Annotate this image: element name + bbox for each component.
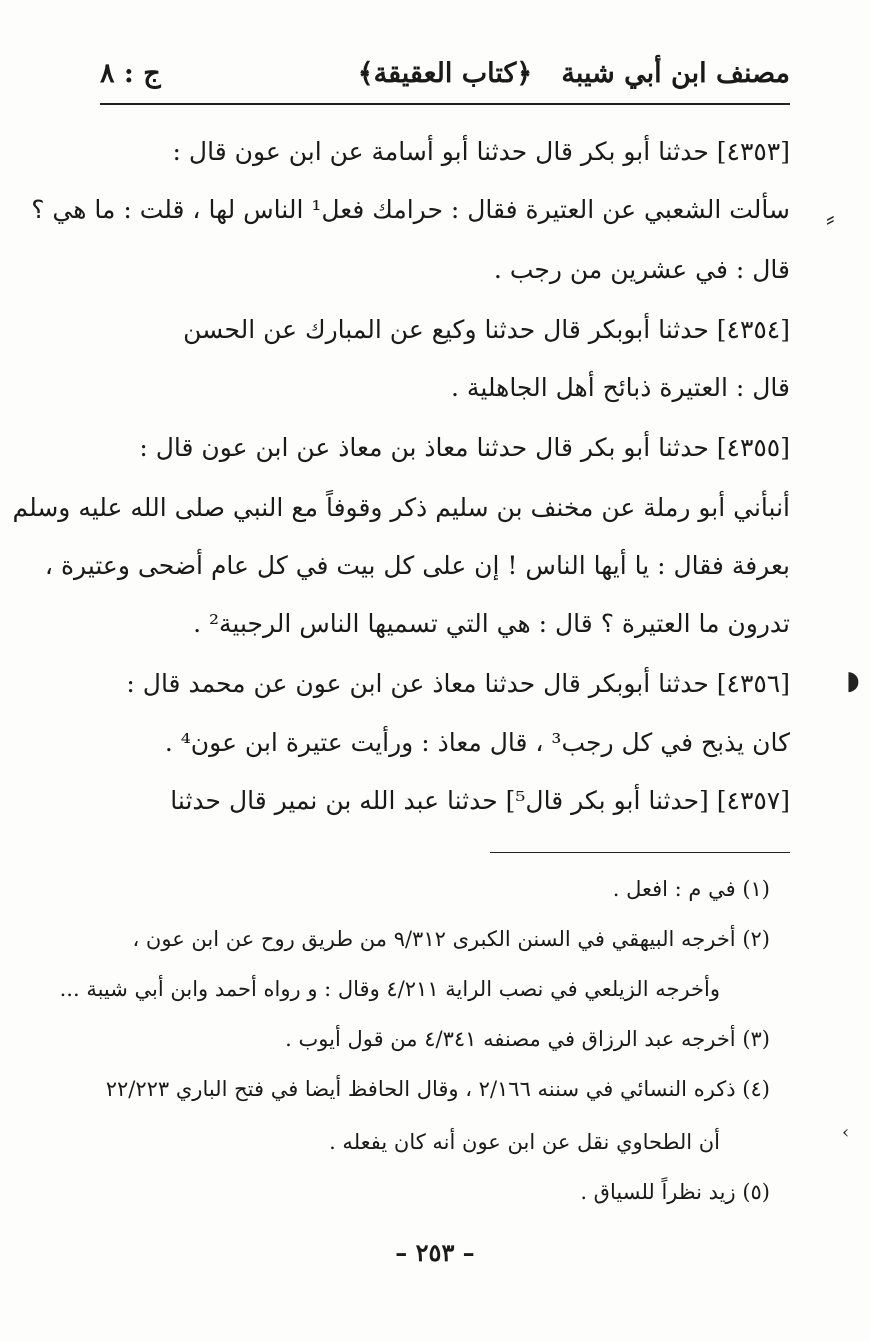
text-line-7: أنبأني أبو رملة عن مخنف بن سليم ذكر وقوفاً مع النبي صلى الله عليه وسلم bbox=[12, 493, 790, 522]
text-line-6: [٤٣٥٥] حدثنا أبو بكر قال حدثنا معاذ بن معاذ عن ابن عون قال : bbox=[139, 433, 790, 462]
footnote-2: (٢) أخرجه البيهقي في السنن الكبرى ٩/٣١٢ من طريق روح عن ابن عون ، bbox=[132, 927, 770, 951]
running-header bbox=[100, 58, 790, 98]
text-line-3: قال : في عشرين من رجب . bbox=[493, 255, 790, 284]
text-line-9: تدرون ما العتيرة ؟ قال : هي التي تسميها الناس الرجبية² . bbox=[193, 609, 790, 638]
margin-tick-icon: › bbox=[842, 1122, 850, 1143]
footnote-rule bbox=[490, 852, 790, 853]
text-line-1: [٤٣٥٣] حدثنا أبو بكر قال حدثنا أبو أسامة عن ابن عون قال : bbox=[172, 137, 790, 166]
margin-blot-icon: ◗ bbox=[846, 666, 860, 696]
footnote-4: (٤) ذكره النسائي في سننه ٢/١٦٦ ، وقال الحافظ أيضا في فتح الباري ٢٢/٢٢٣ bbox=[105, 1077, 770, 1101]
page-number: – ٢٥٣ – bbox=[395, 1238, 475, 1267]
text-line-4: [٤٣٥٤] حدثنا أبوبكر قال حدثنا وكيع عن المبارك عن الحسن bbox=[183, 315, 790, 344]
footnote-4-continuation: أن الطحاوي نقل عن ابن عون أنه كان يفعله . bbox=[329, 1130, 720, 1154]
chapter-title: ﴿كتاب العقيقة﴾ bbox=[357, 58, 533, 89]
text-line-12: [٤٣٥٧] [حدثنا أبو بكر قال⁵] حدثنا عبد الله بن نمير قال حدثنا bbox=[170, 786, 790, 815]
volume-number: ج : ٨ bbox=[100, 58, 161, 89]
text-line-2: سألت الشعبي عن العتيرة فقال : حرامك فعل¹ الناس لها ، قلت : ما هي ؟ bbox=[31, 195, 790, 224]
header-rule bbox=[100, 103, 790, 105]
book-title: مصنف ابن أبي شيبة bbox=[561, 58, 790, 89]
footnote-3: (٣) أخرجه عبد الرزاق في مصنفه ٤/٣٤١ من قول أيوب . bbox=[285, 1027, 770, 1051]
footnote-2-continuation: وأخرجه الزيلعي في نصب الراية ٤/٢١١ وقال : و رواه أحمد وابن أبي شيبة ... bbox=[59, 977, 720, 1001]
text-line-5: قال : العتيرة ذبائح أهل الجاهلية . bbox=[451, 373, 790, 402]
footnote-1: (١) في م : افعل . bbox=[612, 877, 770, 901]
margin-mark-icon: ⸗ bbox=[826, 204, 835, 234]
text-line-10: [٤٣٥٦] حدثنا أبوبكر قال حدثنا معاذ عن ابن عون عن محمد قال : bbox=[126, 669, 790, 698]
text-line-8: بعرفة فقال : يا أيها الناس ! إن على كل بيت في كل عام أضحى وعتيرة ، bbox=[44, 551, 790, 580]
text-line-11: كان يذبح في كل رجب³ ، قال معاذ : ورأيت عتيرة ابن عون⁴ . bbox=[164, 728, 790, 757]
footnote-5: (٥) زيد نظراً للسياق . bbox=[580, 1180, 770, 1204]
